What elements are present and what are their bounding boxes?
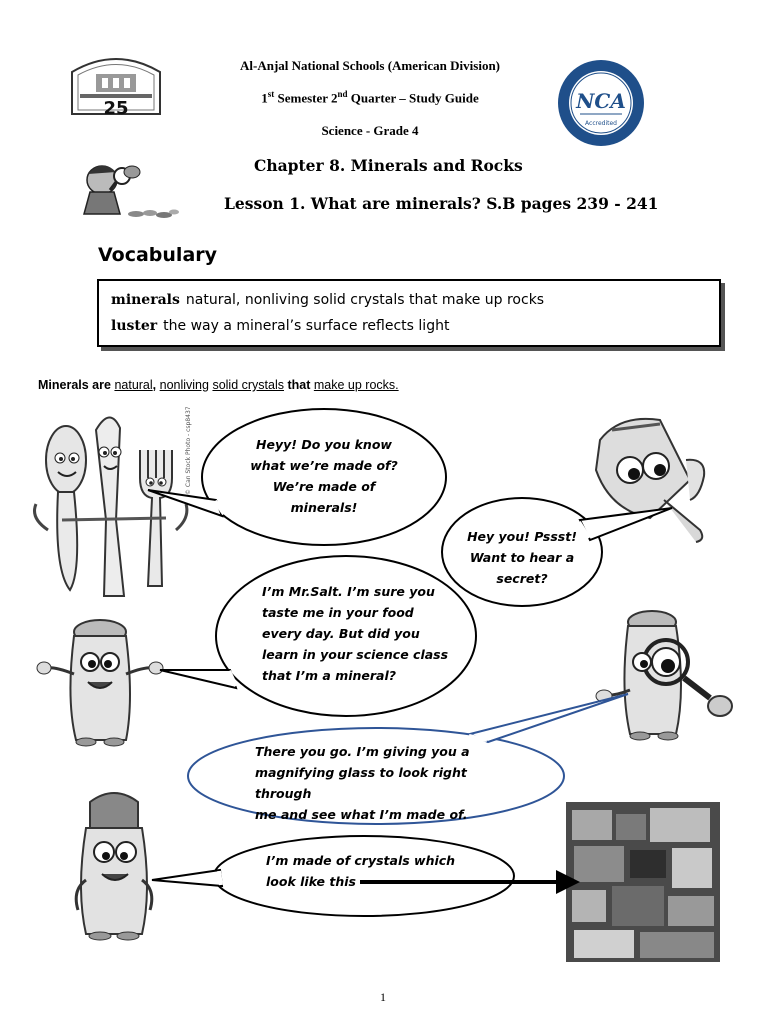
chapter-title: Chapter 8. Minerals and Rocks — [254, 156, 523, 175]
vocab-term: luster — [111, 318, 158, 334]
vocabulary-heading: Vocabulary — [98, 244, 218, 266]
school-name: Al-Anjal National Schools (American Division) — [240, 58, 500, 73]
vocab-definition: natural, nonliving solid crystals that make up rocks — [185, 292, 545, 308]
bubble-2-text: Hey you! Pssst! Want to hear a secret? — [467, 529, 577, 586]
bubble-1-text: Heyy! Do you know what we’re made of? We’re made of minerals! — [250, 437, 398, 515]
mr-salt-illustration — [37, 620, 163, 746]
salt-shaker-helmet-illustration — [76, 793, 152, 940]
nca-logo — [556, 58, 646, 148]
vocabulary-box — [97, 279, 721, 347]
kid-with-magnifier-illustration — [74, 158, 182, 220]
bubble-3-text: I’m Mr.Salt. I’m sure you taste me in your food every day. But did you learn in your science class that I’m a mineral? — [262, 584, 449, 683]
page-number: 1 — [380, 990, 386, 1004]
bubble-4-text: There you go. I’m giving you a magnifying glass to look right through me and see what I’m made of. — [255, 744, 470, 822]
watermark-text: © Can Stock Photo - csp8437 — [185, 406, 192, 495]
salt-crystals-photo — [566, 802, 720, 962]
svg-text:25: 25 — [103, 98, 129, 116]
cutlery-characters-illustration — [35, 417, 187, 596]
vocab-item — [111, 313, 719, 339]
school-logo — [66, 54, 166, 116]
vocab-term: minerals — [111, 292, 180, 308]
vocab-definition: the way a mineral’s surface reflects light — [163, 318, 450, 334]
definition-sentence: Minerals are natural, nonliving solid crystals that make up rocks. — [38, 378, 399, 392]
salt-with-magnifier-illustration — [596, 611, 732, 740]
subject-line: Science - Grade 4 — [321, 123, 419, 138]
lesson-title: Lesson 1. What are minerals? S.B pages 239 - 241 — [224, 194, 659, 213]
svg-text:NCA: NCA — [576, 89, 626, 113]
semester-line: 1st Semester 2nd Quarter – Study Guide — [261, 89, 479, 106]
vocab-item — [111, 287, 719, 313]
svg-text:Accredited: Accredited — [585, 120, 617, 127]
bubble-5-text: I’m made of crystals which look like this — [266, 853, 456, 889]
